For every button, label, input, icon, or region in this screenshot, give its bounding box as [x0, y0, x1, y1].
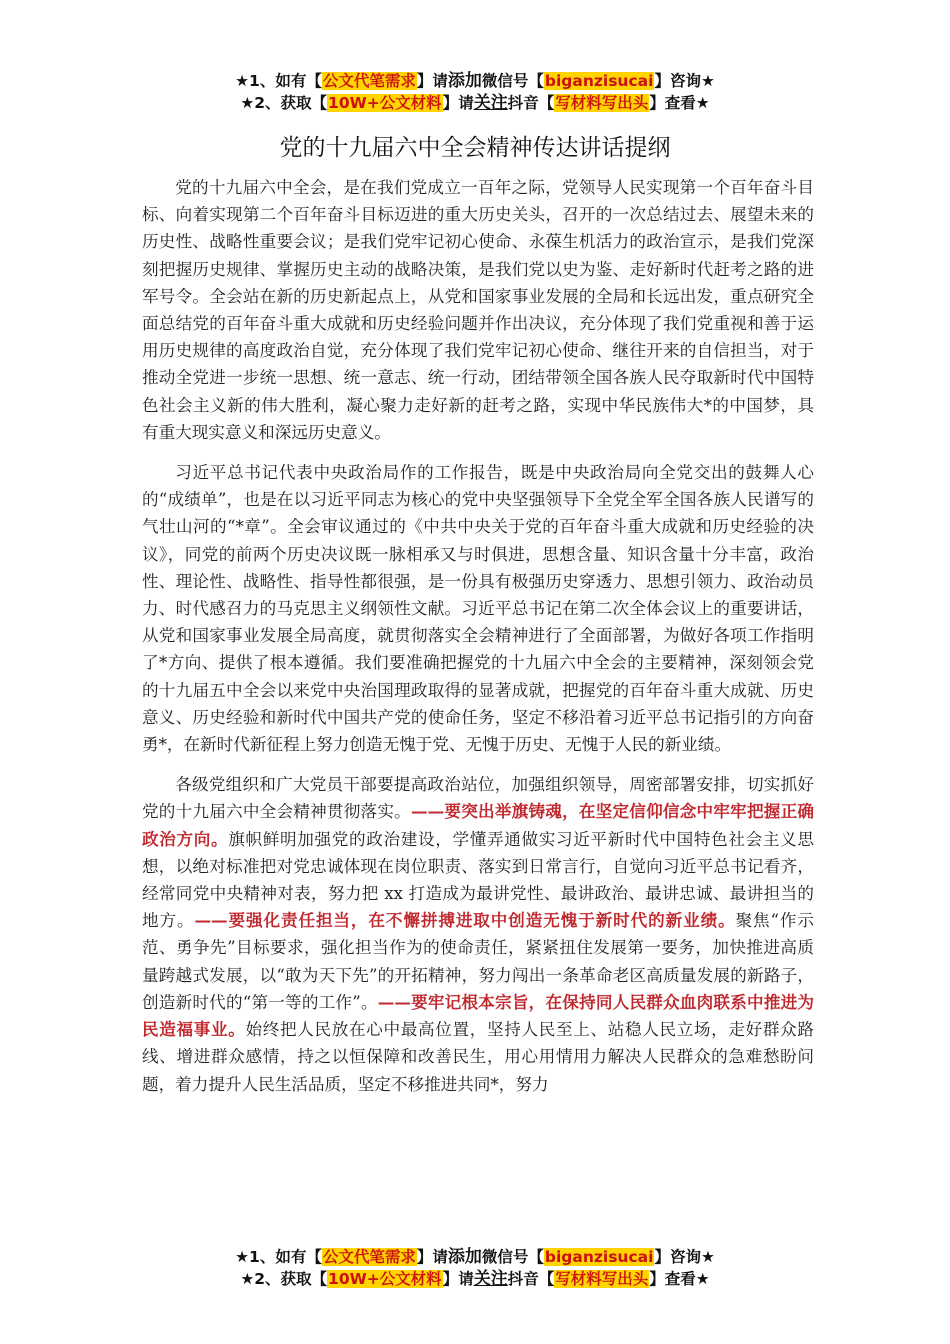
promo-line-2-middle-2: 抖音【 [507, 1270, 555, 1288]
promo-line-2-prefix: ★2、获取【 [240, 94, 328, 112]
promo-line-2-highlight-douyin: 写材料写出头 [555, 94, 649, 112]
point-2-heading: ——要强化责任担当，在不懈拼搏进取中创造无愧于新时代的新业绩。 [194, 910, 736, 931]
promo-line-1-highlight-wechat: biganzisucai [544, 72, 654, 90]
promo-line-2-bottom [0, 1268, 950, 1290]
promo-line-1-suffix: 】咨询★ [654, 72, 715, 90]
promo-line-2 [0, 92, 950, 114]
promo-line-1-middle: 】请 [416, 72, 448, 90]
promo-line-1-suffix: 】咨询★ [654, 1248, 715, 1266]
promo-line-1-highlight-wechat: biganzisucai [544, 1248, 654, 1266]
paragraph-1: 党的十九届六中全会，是在我们党成立一百年之际，党领导人民实现第一个百年奋斗目标、向着实现第二个百年奋斗目标迈进的重大历史关头，召开的一次总结过去、展望未来的历史性、战略性重要会议；是我们党牢记初心使命、永葆生机活力的政治宣示，是我们党深刻把握历史规律、掌握历史主动的战略决策，是我们党以史为鉴、走好新时代赶考之路的进军号令。全会站在新的历史新起点上，从党和国家事业发展的全局和长远出发，重点研究全面总结党的百年奋斗重大成就和历史经验问题并作出决议，充分体现了我们党重视和善于运用历史规律的高度政治自觉，充分体现了我们党牢记初心使命、继往开来的自信担当，对于推动全党进一步统一思想、统一意志、统一行动，团结带领全国各族人民夺取新时代中国特色社会主义新的伟大胜利，凝心聚力走好新的赶考之路，实现中华民族伟大*的中国梦，具有重大现实意义和深远历史意义。 [142, 178, 814, 442]
promo-banner-top [0, 70, 950, 114]
promo-line-1-middle-2: 微信号【 [481, 1248, 544, 1266]
point-2-text: 聚焦“作示范、勇争先”目标要求，强化担当作为的使命责任，紧紧扭住发展第一要务，加快推进高质量跨越式发展，以“敢为天下先”的开拓精神，努力闯出一条革命老区高质量发展的新路子，创造新时代的“第一等的工作”。 [142, 911, 814, 1012]
promo-line-1-middle: 】请 [416, 1248, 448, 1266]
promo-line-1-emphasis: 添加 [447, 1247, 482, 1267]
promo-line-1 [0, 70, 950, 92]
paragraph-3 [142, 771, 814, 1097]
promo-line-2-emphasis: 关注 [473, 1269, 508, 1289]
point-1-heading: ——要突出举旗铸魂，在坚定信仰信念中牢牢把握正确政治方向。 [142, 801, 815, 849]
promo-line-1-highlight-service: 公文代笔需求 [322, 1248, 416, 1266]
promo-line-1-middle-2: 微信号【 [481, 72, 544, 90]
promo-banner-bottom [0, 1246, 950, 1290]
promo-line-2-highlight-douyin: 写材料写出头 [555, 1270, 649, 1288]
promo-line-1-prefix: ★1、如有【 [235, 1248, 322, 1266]
promo-line-1-highlight-service: 公文代笔需求 [322, 72, 416, 90]
promo-line-2-middle-2: 抖音【 [507, 94, 555, 112]
promo-line-2-middle: 】请 [442, 94, 474, 112]
promo-line-2-suffix: 】查看★ [649, 1270, 710, 1288]
promo-line-1-prefix: ★1、如有【 [235, 72, 322, 90]
paragraph-3-intro: 各级党组织和广大党员干部要提高政治站位，加强组织领导，周密部署安排，切实抓好党的十九届六中全会精神贯彻落实。 [142, 775, 814, 822]
point-1-text: 旗帜鲜明加强党的政治建设，学懂弄通做实习近平新时代中国特色社会主义思想，以绝对标准把对党忠诚体现在岗位职责、落实到日常言行，自觉向习近平总书记看齐，经常同党中央精神对表，努力把 xx 打造成为最讲党性、最讲政治、最讲忠诚、最讲担当的地方。 [142, 829, 815, 931]
promo-line-2-middle: 】请 [442, 1270, 474, 1288]
point-3-text: 始终把人民放在心中最高位置，坚持人民至上、站稳人民立场，走好群众路线、增进群众感情，持之以恒保障和改善民生，用心用情用力解决人民群众的急难愁盼问题，着力提升人民生活品质，坚定不移推进共同*，努力 [142, 1020, 815, 1094]
promo-line-2-prefix: ★2、获取【 [240, 1270, 328, 1288]
paragraph-2: 习近平总书记代表中央政治局作的工作报告，既是中央政治局向全党交出的鼓舞人心的“成绩单”，也是在以习近平同志为核心的党中央坚强领导下全党全军全国各族人民谱写的气壮山河的“*章”。全会审议通过的《中共中央关于党的百年奋斗重大成就和历史经验的决议》，同党的前两个历史决议既一脉相承又与时俱进，思想含量、知识含量十分丰富，政治性、理论性、战略性、指导性都很强，是一份具有极强历史穿透力、思想引领力、政治动员力、时代感召力的马克思主义纲领性文献。习近平总书记在第二次全体会议上的重要讲话，从党和国家事业发展全局高度，就贯彻落实全会精神进行了全面部署，为做好各项工作指明了*方向、提供了根本遵循。我们要准确把握党的十九届六中全会的主要精神，深刻领会党的十九届五中全会以来党中央治国理政取得的显著成就，把握党的百年奋斗重大成就、历史意义、历史经验和新时代中国共产党的使命任务，坚定不移沿着习近平总书记指引的方向奋勇*，在新时代新征程上努力创造无愧于党、无愧于历史、无愧于人民的新业绩。 [142, 463, 814, 755]
promo-line-2-highlight-materials: 10W+公文材料 [328, 94, 442, 112]
promo-line-1-emphasis: 添加 [447, 71, 482, 91]
document-title: 党的十九届六中全会精神传达讲话提纲 [279, 135, 671, 161]
point-3-heading: ——要牢记根本宗旨，在保持同人民群众血肉联系中推进为民造福事业。 [142, 991, 815, 1040]
promo-line-2-suffix: 】查看★ [649, 94, 710, 112]
promo-line-2-highlight-materials: 10W+公文材料 [328, 1270, 442, 1288]
document-body [142, 174, 814, 1111]
promo-line-1-bottom [0, 1246, 950, 1268]
promo-line-2-emphasis: 关注 [473, 93, 508, 113]
